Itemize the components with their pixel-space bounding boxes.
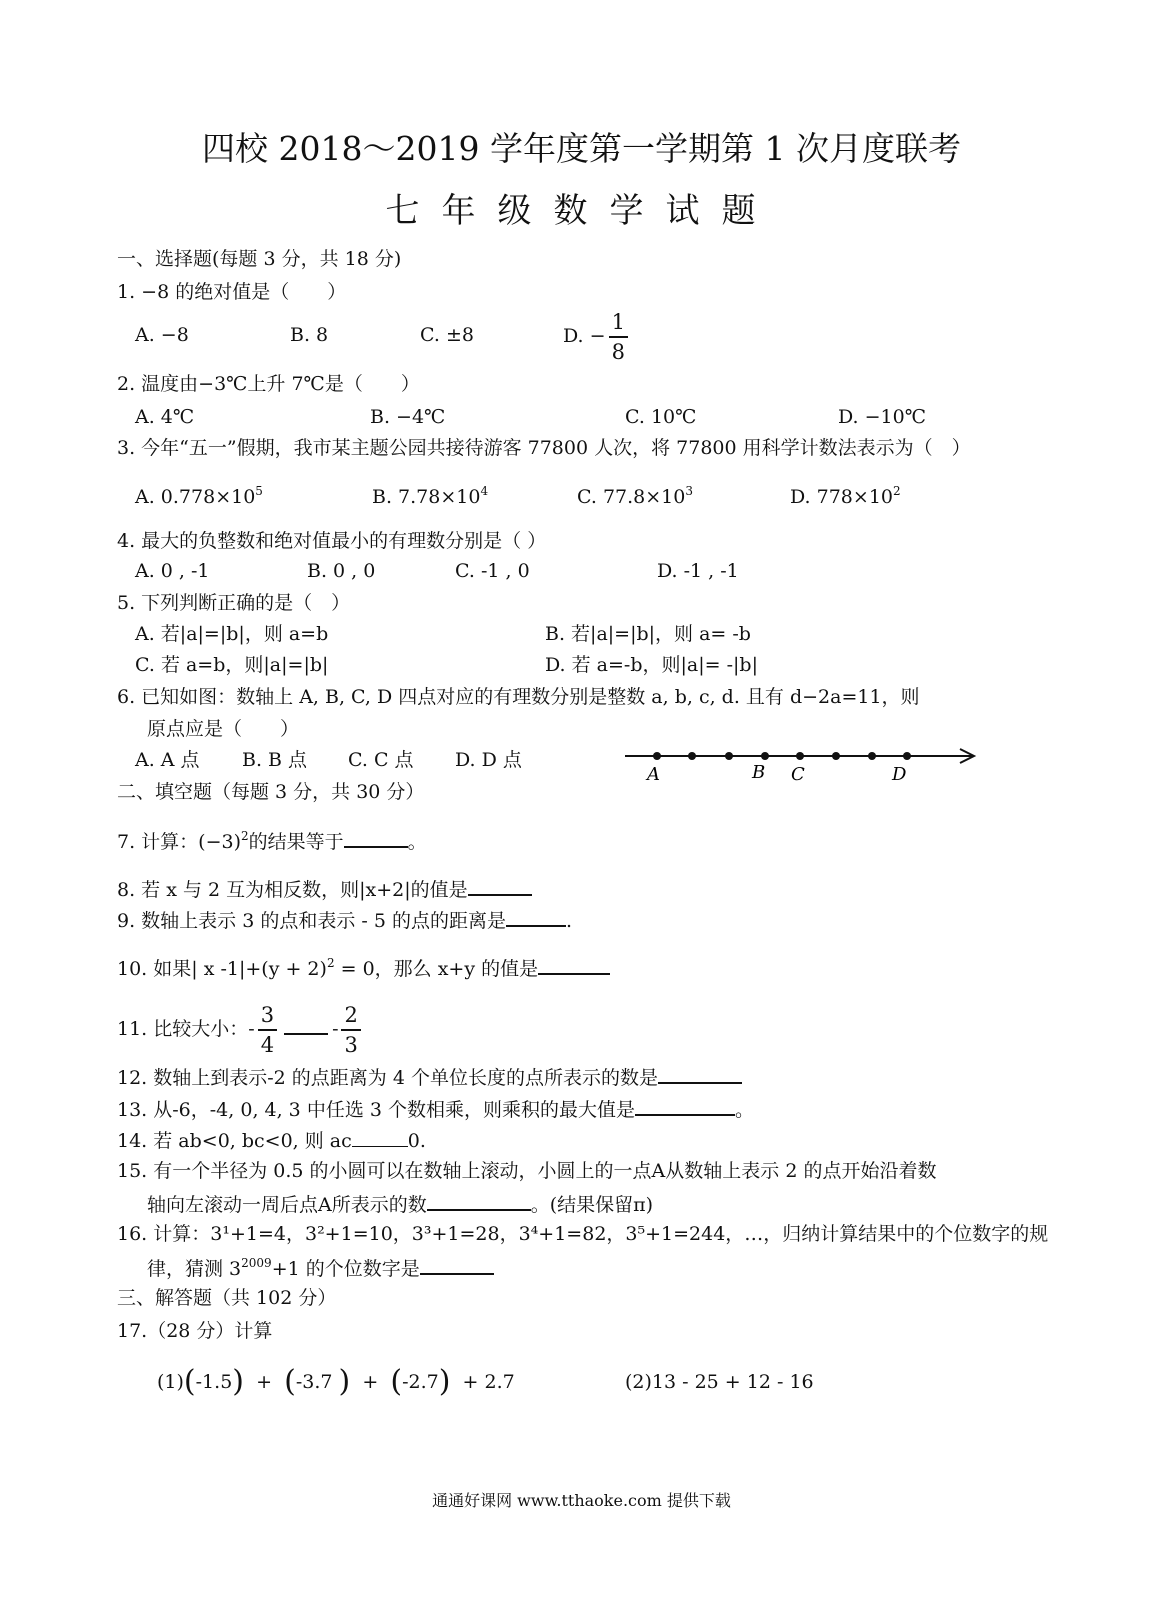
q4-option-a: A. 0 , -1 [135,560,210,582]
tick-point [761,752,769,760]
fraction-numerator: 2 [341,1005,360,1031]
question-13 [117,1094,754,1123]
q3-d-exponent: 2 [893,484,901,498]
fraction-denominator: 3 [344,1032,358,1057]
answer-blank-15[interactable] [427,1189,531,1211]
q3-option-c [577,484,693,510]
question-11 [117,1001,364,1057]
q9-text: 9. 数轴上表示 3 的点和表示 - 5 的点的距离是 [117,910,506,932]
q3-d-text: D. 778×10 [790,486,893,508]
q17-term-3: -2.7 [402,1371,439,1393]
tick-point [903,752,911,760]
point-label-b: B [752,762,766,783]
q17-term-1: -1.5 [195,1371,233,1393]
q3-a-exponent: 5 [255,484,263,498]
question-1-stem: 1. −8 的绝对值是（ ） [117,281,347,303]
q1-option-d-prefix: D. − [563,325,606,347]
q1-option-d-fraction [609,309,628,364]
answer-blank-9[interactable] [506,905,566,927]
question-17-part-2: (2)13 - 25 + 12 - 16 [625,1371,814,1393]
question-6-stem-2: 原点应是（ ） [147,718,300,740]
plus-sign: + [256,1371,273,1393]
q3-b-exponent: 4 [480,484,489,498]
point-label-c: C [791,764,805,785]
number-line-figure [620,742,982,786]
q9-text-end: . [565,910,573,932]
paren-close: ) [232,1364,244,1399]
q3-option-d [790,484,901,510]
q8-text: 8. 若 x 与 2 互为相反数，则|x+2|的值是 [117,879,468,901]
q3-b-text: B. 7.78×10 [372,486,481,508]
paren-close: ) [338,1364,351,1399]
point-label-d: D [892,764,907,785]
q5-option-c: C. 若 a=b，则|a|=|b| [135,654,329,676]
q15-text-end: 。(结果保留π) [530,1194,654,1216]
q11-text-pre: 11. 比较大小：- [117,1018,255,1040]
q11-fraction-1 [258,1002,277,1057]
tick-point [832,752,840,760]
question-2-stem: 2. 温度由−3℃上升 7℃是（ ） [117,373,420,395]
answer-blank-13[interactable] [635,1094,735,1116]
question-16-line-1: 16. 计算：3¹+1=4，3²+1=10，3³+1=28，3⁴+1=82，3⁵+1=244，…，归纳计算结果中的个位数字的规 [117,1223,1049,1245]
tick-point [796,752,804,760]
q10-exponent: 2 [326,956,335,970]
fraction-denominator: 8 [611,339,625,364]
q5-option-a: A. 若|a|=|b|，则 a=b [135,623,329,645]
answer-blank-14[interactable] [352,1126,408,1147]
q3-option-b [372,484,488,510]
q6-option-b: B. B 点 [242,749,308,771]
q15-text-pre: 轴向左滚动一周后点A所表示的数 [147,1194,427,1216]
q7-text-pre: 7. 计算：(−3) [117,831,242,853]
q17-part-1-label: (1) [157,1371,184,1393]
q17-term-2: -3.7 [295,1371,333,1393]
answer-blank-11[interactable] [284,1003,328,1035]
q16-exponent: 2009 [241,1256,272,1270]
question-5-stem: 5. 下列判断正确的是（ ） [117,592,351,614]
q5-option-d: D. 若 a=-b，则|a|= -|b| [545,654,758,676]
q10-text-mid: = 0，那么 x+y 的值是 [334,958,539,980]
q1-option-b: B. 8 [290,324,329,346]
question-14 [117,1126,426,1154]
q6-option-a: A. A 点 [135,749,200,771]
question-12 [117,1062,742,1091]
answer-blank-8[interactable] [468,874,532,896]
question-3-stem: 3. 今年“五一”假期，我市某主题公园共接待游客 77800 人次，将 77800 用科学计数法表示为（ ） [117,437,971,459]
q1-option-d [563,311,631,363]
page-footer: 通通好课网 www.tthaoke.com 提供下载 [432,1491,731,1510]
question-7 [117,826,427,855]
q12-text: 12. 数轴上到表示-2 的点距离为 4 个单位长度的点所表示的数是 [117,1067,658,1089]
q3-option-a [135,484,263,510]
answer-blank-16[interactable] [420,1253,494,1275]
q13-text-end: 。 [734,1099,754,1121]
section-heading-2: 二、填空题（每题 3 分，共 30 分） [117,781,425,803]
page-subtitle: 七年级数学试题 [385,191,778,231]
question-6-stem: 6. 已知如图：数轴上 A, B, C, D 四点对应的有理数分别是整数 a, b, c, d. 且有 d−2a=11，则 [117,686,920,708]
q3-c-exponent: 3 [685,484,693,498]
paren-open: ( [284,1364,296,1399]
paren-open: ( [183,1364,196,1399]
q16-text-post: +1 的个位数字是 [271,1258,420,1280]
tick-point [688,752,696,760]
plus-sign: + [362,1371,379,1393]
question-16-line-2 [147,1253,494,1282]
tick-point [868,752,876,760]
question-17-stem: 17.（28 分）计算 [117,1320,273,1342]
q4-option-d: D. -1 , -1 [657,560,739,582]
q14-text-end: 0. [407,1130,426,1152]
q14-text-pre: 14. 若 ab<0, bc<0, 则 ac [117,1130,352,1152]
page-title: 四校 2018～2019 学年度第一学期第 1 次月度联考 [202,129,961,168]
answer-blank-10[interactable] [538,953,610,975]
q4-option-b: B. 0 , 0 [307,560,376,582]
q5-option-b: B. 若|a|=|b|，则 a= -b [545,623,751,645]
fraction-numerator: 3 [258,1005,277,1031]
tick-point [725,752,733,760]
q3-c-text: C. 77.8×10 [577,486,686,508]
q6-option-c: C. C 点 [348,749,414,771]
q11-fraction-2 [341,1002,360,1057]
section-heading-1: 一、选择题(每题 3 分，共 18 分) [117,248,402,270]
tick-point [653,752,661,760]
point-label-a: A [647,764,660,785]
q11-separator: - [332,1018,339,1040]
q2-option-a: A. 4℃ [135,406,195,428]
answer-blank-7[interactable] [344,826,408,848]
q3-a-text: A. 0.778×10 [135,486,256,508]
question-17-part-1 [157,1364,515,1400]
q17-part-1-end: + 2.7 [462,1371,515,1393]
q2-option-b: B. −4℃ [370,406,446,428]
q16-text-pre: 律，猜测 3 [147,1258,242,1280]
q2-option-c: C. 10℃ [625,406,697,428]
q10-text-pre: 10. 如果| x -1|+(y + 2) [117,958,327,980]
q7-text-end: 。 [407,831,427,853]
q13-text: 13. 从-6，-4, 0, 4, 3 中任选 3 个数相乘，则乘积的最大值是 [117,1099,635,1121]
q4-option-c: C. -1 , 0 [455,560,530,582]
question-4-stem: 4. 最大的负整数和绝对值最小的有理数分别是（ ） [117,530,547,552]
q2-option-d: D. −10℃ [838,406,926,428]
question-8 [117,874,532,903]
q7-exponent: 2 [241,829,249,843]
question-9 [117,905,572,934]
paren-open: ( [390,1364,403,1399]
q7-text-post: 的结果等于 [248,831,344,853]
question-10 [117,953,610,982]
fraction-denominator: 4 [260,1032,275,1057]
section-heading-3: 三、解答题（共 102 分） [117,1287,337,1309]
fraction-numerator: 1 [609,312,628,338]
answer-blank-12[interactable] [658,1062,742,1084]
q1-option-c: C. ±8 [420,324,474,346]
question-15-line-2 [147,1189,653,1218]
q6-option-d: D. D 点 [455,749,522,771]
paren-close: ) [438,1364,451,1399]
question-15-line-1: 15. 有一个半径为 0.5 的小圆可以在数轴上滚动，小圆上的一点A从数轴上表示 2 的点开始沿着数 [117,1160,937,1182]
q1-option-a: A. −8 [135,324,189,346]
